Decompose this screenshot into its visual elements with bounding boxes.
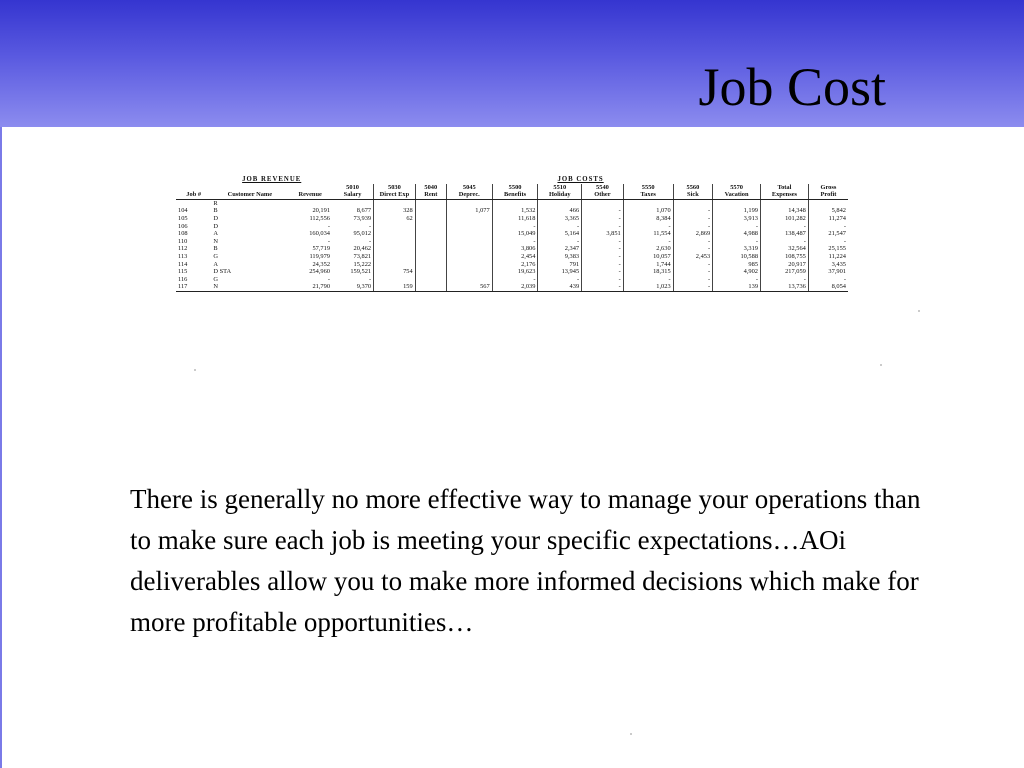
table-cell: 24,352	[312, 260, 331, 268]
table-cell	[446, 253, 492, 261]
table-cell: -	[582, 245, 624, 253]
table-cell: 139	[713, 283, 761, 291]
table-cell	[374, 261, 416, 269]
column-header: Revenue	[288, 184, 332, 200]
table-cell: -	[492, 238, 538, 246]
table-row	[176, 207, 848, 215]
table-row	[176, 283, 848, 291]
table-cell: -	[368, 222, 372, 230]
table-row	[176, 276, 848, 284]
table-cell: 105	[178, 214, 188, 222]
table-cell: -	[673, 207, 713, 215]
table-cell: B	[213, 207, 218, 215]
table-cell: -	[673, 268, 713, 276]
table-cell: 2,039	[492, 283, 538, 291]
table-cell: 62	[374, 215, 416, 223]
table-cell	[332, 199, 374, 207]
table-cell: 9,383	[538, 253, 582, 261]
table-cell: 439	[538, 283, 582, 291]
table-cell: 328	[374, 207, 416, 215]
table-cell: 4,988	[713, 230, 761, 238]
table-cell: -	[327, 275, 331, 283]
table-cell: 112	[178, 245, 188, 253]
table-cell: 10,588	[713, 253, 761, 261]
table-cell: -	[761, 223, 809, 231]
table-cell: 2,869	[673, 230, 713, 238]
table-cell	[623, 199, 673, 207]
column-header: 5510 Holiday	[538, 184, 582, 200]
column-header: 5010 Salary	[332, 184, 374, 200]
table-cell: 11,274	[808, 215, 848, 223]
table-cell: 791	[538, 261, 582, 269]
table-cell	[415, 245, 446, 253]
table-cell: 21,790	[288, 283, 332, 291]
table-cell: 2,347	[538, 245, 582, 253]
table-cell: -	[492, 276, 538, 284]
table-cell	[538, 199, 582, 207]
table-cell	[415, 223, 446, 231]
table-cell: D	[213, 222, 218, 230]
table-cell: 3,365	[538, 215, 582, 223]
table-cell: -	[623, 223, 673, 231]
table-cell: 5,842	[808, 207, 848, 215]
table-cell: 1,023	[623, 283, 673, 291]
table-cell: 15,049	[492, 230, 538, 238]
column-header: Gross Profit	[808, 184, 848, 200]
table-cell: -	[673, 215, 713, 223]
table-row	[176, 230, 848, 238]
table-row	[176, 199, 848, 207]
scan-speck	[918, 310, 920, 312]
table-cell: 13,736	[761, 283, 809, 291]
table-cell: 160,034	[309, 230, 331, 238]
table-cell: 985	[713, 261, 761, 269]
table-cell: -	[538, 223, 582, 231]
table-cell: -	[713, 276, 761, 284]
table-cell	[446, 199, 492, 207]
table-cell: -	[713, 223, 761, 231]
column-header: Customer Name	[211, 184, 288, 200]
table-cell: 116	[178, 275, 188, 283]
table-cell: -	[327, 222, 331, 230]
table-cell: 104	[178, 207, 188, 215]
job-cost-report-table	[176, 176, 848, 326]
table-cell: 112,556	[309, 214, 331, 222]
table-cell: -	[368, 275, 372, 283]
table-cell	[446, 223, 492, 231]
table-cell	[415, 253, 446, 261]
table-cell	[374, 230, 416, 238]
table-cell: 2,453	[673, 253, 713, 261]
table-cell: 14,348	[761, 207, 809, 215]
table-cell: 1,532	[492, 207, 538, 215]
table-cell: 37,901	[808, 268, 848, 276]
table-cell: 13,945	[538, 268, 582, 276]
column-header: 5540 Other	[582, 184, 624, 200]
table-cell: -	[808, 238, 848, 246]
table-cell	[446, 238, 492, 246]
column-header: 5560 Sick	[673, 184, 713, 200]
table-cell	[446, 261, 492, 269]
table-row	[176, 268, 848, 276]
table-cell: 25,155	[808, 245, 848, 253]
table-cell	[446, 245, 492, 253]
table-cell: 217,059	[761, 268, 809, 276]
table-cell: 19,623	[492, 268, 538, 276]
table-cell	[415, 261, 446, 269]
table-cell	[492, 199, 538, 207]
table-cell: 3,806	[492, 245, 538, 253]
table-cell: N	[213, 237, 218, 245]
table-cell: 1,070	[623, 207, 673, 215]
table-cell: -	[673, 283, 713, 291]
table-cell: -	[582, 215, 624, 223]
table-cell: 15,222	[353, 260, 372, 268]
table-cell: 32,564	[761, 245, 809, 253]
table-cell	[761, 199, 809, 207]
table-cell: 115	[178, 268, 188, 276]
table-cell	[374, 245, 416, 253]
table-cell: 1,199	[713, 207, 761, 215]
table-cell: 101,282	[761, 215, 809, 223]
table-cell: -	[673, 261, 713, 269]
table-cell: 11,224	[808, 253, 848, 261]
table-cell: 110	[178, 237, 188, 245]
job-revenue-header: JOB REVENUE	[242, 176, 302, 183]
table-cell: -	[761, 238, 809, 246]
table-cell	[374, 238, 416, 246]
table-cell: -	[582, 223, 624, 231]
table-cell: 254,960	[309, 268, 331, 276]
table-cell: 2,630	[623, 245, 673, 253]
table-cell: 2,454	[492, 253, 538, 261]
table-cell: 754	[374, 268, 416, 276]
table-cell	[176, 199, 211, 207]
table-cell: 8,384	[623, 215, 673, 223]
table-cell: 95,012	[353, 230, 372, 238]
table-cell: 11,554	[623, 230, 673, 238]
table-row	[176, 238, 848, 246]
table-cell	[415, 215, 446, 223]
table-cell	[415, 283, 446, 291]
table-cell: 73,821	[353, 252, 372, 260]
table-cell: -	[673, 245, 713, 253]
table-cell: 3,913	[713, 215, 761, 223]
table-cell: 2,176	[492, 261, 538, 269]
table-cell	[808, 199, 848, 207]
scan-speck	[880, 364, 882, 366]
table-cell	[446, 215, 492, 223]
table-cell: A	[213, 230, 218, 238]
table-cell: 106	[178, 222, 188, 230]
table-cell: 117	[176, 283, 211, 291]
table-cell	[446, 268, 492, 276]
table-row	[176, 223, 848, 231]
table-cell: 20,191	[312, 207, 331, 215]
scan-speck	[630, 733, 632, 735]
table-cell: A	[213, 260, 218, 268]
table-cell: 21,547	[808, 230, 848, 238]
table-cell: 108,755	[761, 253, 809, 261]
table-cell	[374, 253, 416, 261]
scan-speck	[194, 369, 196, 371]
table-cell: 1,744	[623, 261, 673, 269]
table-row	[176, 253, 848, 261]
table-cell: -	[808, 223, 848, 231]
table-cell: 113	[178, 252, 188, 260]
column-header-row	[176, 184, 848, 200]
table-cell: 57,719	[312, 245, 331, 253]
table-cell: -	[582, 207, 624, 215]
table-cell: 3,851	[582, 230, 624, 238]
table-cell: 10,057	[623, 253, 673, 261]
table-cell	[415, 230, 446, 238]
column-header: 5500 Benefits	[492, 184, 538, 200]
table-row	[176, 215, 848, 223]
table-cell: -	[582, 268, 624, 276]
table-cell: 1,077	[446, 207, 492, 215]
table-cell	[582, 199, 624, 207]
table-cell: 138,487	[761, 230, 809, 238]
table-cell: D	[213, 214, 218, 222]
body-paragraph: There is generally no more effective way to manage your operations than to make sure each job is meeting your specific expectations…AOi deliverables allow you to make more informed decisions which make for more profitable opportunities…	[130, 484, 921, 637]
job-costs-header: JOB COSTS	[557, 176, 604, 183]
table-cell: -	[368, 237, 372, 245]
left-rule	[0, 127, 2, 768]
table-cell: 108	[178, 230, 188, 238]
table-cell	[288, 199, 332, 207]
table-cell: -	[761, 276, 809, 284]
table-cell	[415, 207, 446, 215]
table-cell: 119,979	[309, 252, 331, 260]
table-cell: -	[582, 276, 624, 284]
table-cell	[713, 199, 761, 207]
table-cell: 8,677	[356, 207, 372, 215]
table-cell: 20,462	[353, 245, 372, 253]
table-cell	[446, 230, 492, 238]
table-cell: -	[582, 283, 624, 291]
table-cell	[415, 238, 446, 246]
table-cell	[415, 268, 446, 276]
table-cell: -	[492, 223, 538, 231]
table-cell: -	[327, 237, 331, 245]
table-cell: 159	[374, 283, 416, 291]
table-cell: G	[213, 252, 218, 260]
column-header: Job #	[176, 184, 211, 200]
table-cell: -	[538, 276, 582, 284]
column-header: 5040 Rent	[415, 184, 446, 200]
column-header: 5045 Deprec.	[446, 184, 492, 200]
table-cell: 18,315	[623, 268, 673, 276]
table-cell: 20,917	[761, 261, 809, 269]
table-cell: 3,319	[713, 245, 761, 253]
table-cell: -	[623, 238, 673, 246]
table-cell	[673, 199, 713, 207]
table-cell: 4,902	[713, 268, 761, 276]
table-cell: 9,370	[332, 283, 374, 291]
table-cell: -	[808, 276, 848, 284]
column-header: 5550 Taxes	[623, 184, 673, 200]
table-cell: -	[623, 276, 673, 284]
table-cell: -	[582, 253, 624, 261]
table-cell: 466	[538, 207, 582, 215]
table-cell: D STA	[213, 268, 232, 276]
table-cell	[415, 276, 446, 284]
table-row	[176, 245, 848, 253]
table-cell: 11,618	[492, 215, 538, 223]
table-cell: 5,164	[538, 230, 582, 238]
table-cell: -	[582, 261, 624, 269]
table-cell	[374, 223, 416, 231]
table-cell: B	[213, 245, 218, 253]
table-cell	[415, 199, 446, 207]
table-cell: -	[673, 223, 713, 231]
table-cell: -	[713, 238, 761, 246]
table-cell: 3,435	[808, 261, 848, 269]
table-cell	[446, 276, 492, 284]
table-cell: 567	[446, 283, 492, 291]
slide-title: Job Cost	[698, 57, 886, 117]
table-cell	[374, 276, 416, 284]
table-row	[176, 261, 848, 269]
table-cell: -	[673, 238, 713, 246]
table-cell: R	[213, 199, 218, 207]
column-header: Total Expenses	[761, 184, 809, 200]
column-header: 5570 Vacation	[713, 184, 761, 200]
table-cell: 159,521	[350, 268, 372, 276]
table-cell: 8,054	[808, 283, 848, 291]
table-cell: N	[211, 283, 288, 291]
table-cell	[374, 199, 416, 207]
table-cell: 114	[178, 260, 188, 268]
table-cell: -	[538, 238, 582, 246]
table-cell: 73,939	[353, 214, 372, 222]
table-cell: G	[213, 275, 218, 283]
table-cell: -	[673, 276, 713, 284]
table-cell: -	[582, 238, 624, 246]
column-header: 5030 Direct Exp	[374, 184, 416, 200]
